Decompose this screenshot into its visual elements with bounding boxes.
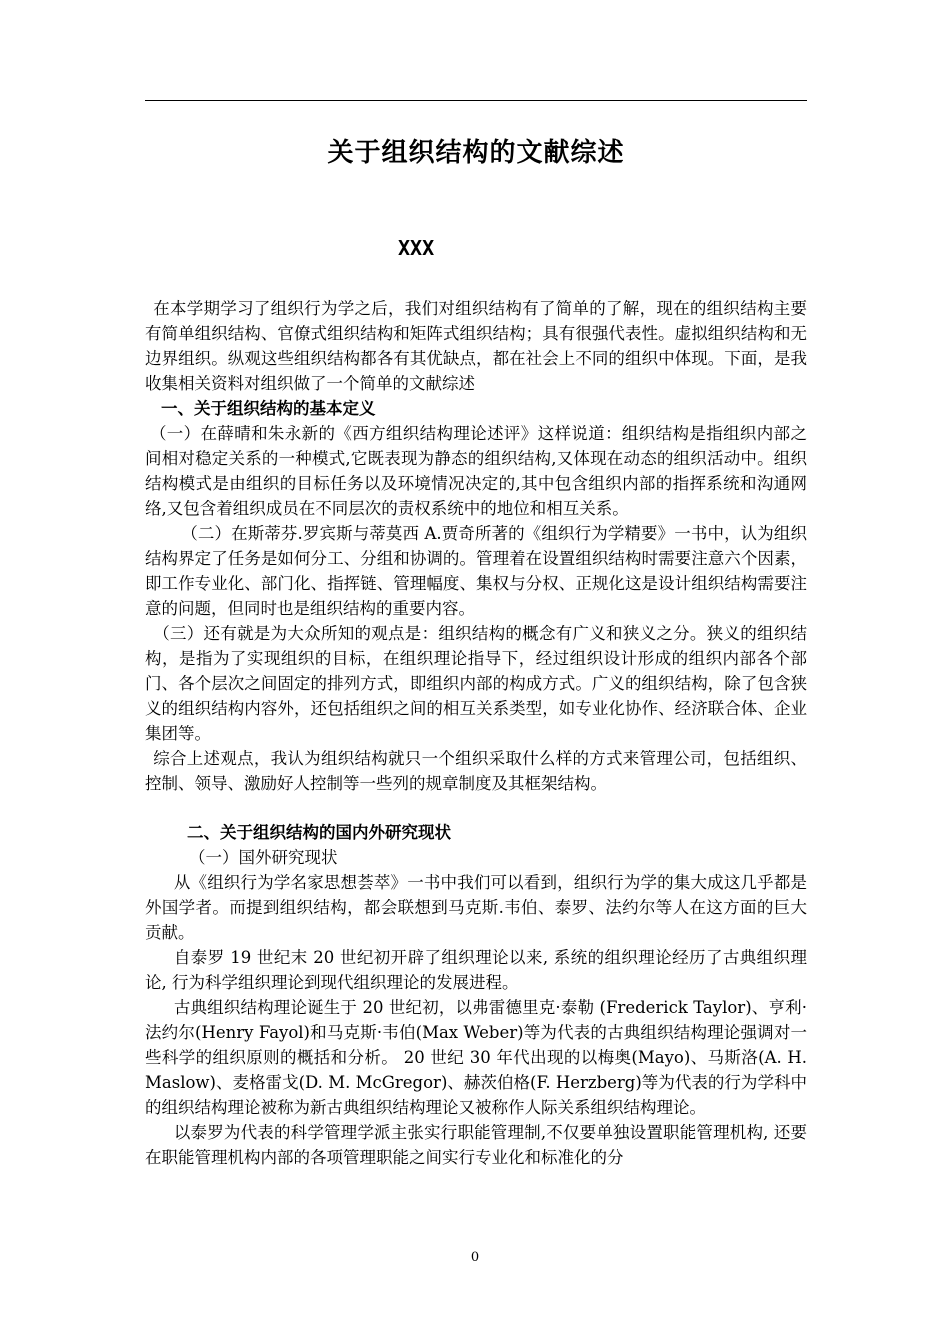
document-title: 关于组织结构的文献综述	[327, 138, 625, 168]
section-heading-2: 二、关于组织结构的国内外研究现状	[187, 823, 451, 842]
section2-paragraph-2: 自泰罗 19 世纪末 20 世纪初开辟了组织理论以来, 系统的组织理论经历了古典组织理论, 行为科学组织理论到现代组织理论的发展进程。	[145, 948, 807, 992]
section1-paragraph-2: （二）在斯蒂芬.罗宾斯与蒂莫西 A.贾奇所著的《组织行为学精要》一书中，认为组织结构界定了任务是如何分工、分组和协调的。管理着在设置组织结构时需要注意六个因素，即工作专业化、部门化、指挥链、管理幅度、集权与分权、正规化这是设计组织结构需要注意的问题，但同时也是组织结构的重要内容。	[145, 524, 807, 618]
section-heading-1: 一、关于组织结构的基本定义	[161, 399, 376, 418]
author-name: XXX	[398, 236, 435, 260]
section1-paragraph-1: （一）在薛晴和朱永新的《西方组织结构理论述评》这样说道：组织结构是指组织内部之间相对稳定关系的一种模式,它既表现为静态的组织结构,又体现在动态的组织活动中。组织结构模式是由组织的目标任务以及环境情况决定的,其中包含组织内部的指挥系统和沟通网络,又包含着组织成员在不同层次的责权系统中的地位和相互关系。	[145, 424, 807, 518]
document-body	[145, 296, 807, 1170]
section1-paragraph-4: 综合上述观点，我认为组织结构就只一个组织采取什么样的方式来管理公司，包括组织、控制、领导、激励好人控制等一些列的规章制度及其框架结构。	[145, 749, 807, 793]
section2-paragraph-1: 从《组织行为学名家思想荟萃》一书中我们可以看到，组织行为学的集大成这几乎都是外国学者。而提到组织结构，都会联想到马克斯.韦伯、泰罗、法约尔等人在这方面的巨大贡献。	[145, 873, 807, 942]
header-rule	[145, 100, 807, 101]
subsection-heading: （一）国外研究现状	[189, 848, 338, 867]
section2-paragraph-4: 以泰罗为代表的科学管理学派主张实行职能管理制,不仅要单独设置职能管理机构, 还要在职能管理机构内部的各项管理职能之间实行专业化和标准化的分	[145, 1123, 807, 1167]
section2-paragraph-3: 古典组织结构理论诞生于 20 世纪初，以弗雷德里克·泰勒 (Frederick Taylor)、亨利·法约尔(Henry Fayol)和马克斯·韦伯(Max Weber)等为代表的古典组织结构理论强调对一些科学的组织原则的概括和分析。 20 世纪 30 年代出现的以梅奥(Mayo)、马斯洛(A. H. Maslow)、麦格雷戈(D. M. McGregor)、赫茨伯格(F. Herzberg)等为代表的行为学科中的组织结构理论被称为新古典组织结构理论又被称作人际关系组织结构理论。	[145, 998, 807, 1117]
page-number: 0	[470, 1250, 480, 1265]
intro-paragraph: 在本学期学习了组织行为学之后，我们对组织结构有了简单的了解，现在的组织结构主要有简单组织结构、官僚式组织结构和矩阵式组织结构；具有很强代表性。虚拟组织结构和无边界组织。纵观这些组织结构都各有其优缺点，都在社会上不同的组织中体现。下面，是我收集相关资料对组织做了一个简单的文献综述	[145, 299, 807, 393]
section1-paragraph-3: （三）还有就是为大众所知的观点是：组织结构的概念有广义和狭义之分。狭义的组织结构，是指为了实现组织的目标，在组织理论指导下，经过组织设计形成的组织内部各个部门、各个层次之间固定的排列方式，即组织内部的构成方式。广义的组织结构，除了包含狭义的组织结构内容外，还包括组织之间的相互关系类型，如专业化协作、经济联合体、企业集团等。	[145, 624, 807, 743]
